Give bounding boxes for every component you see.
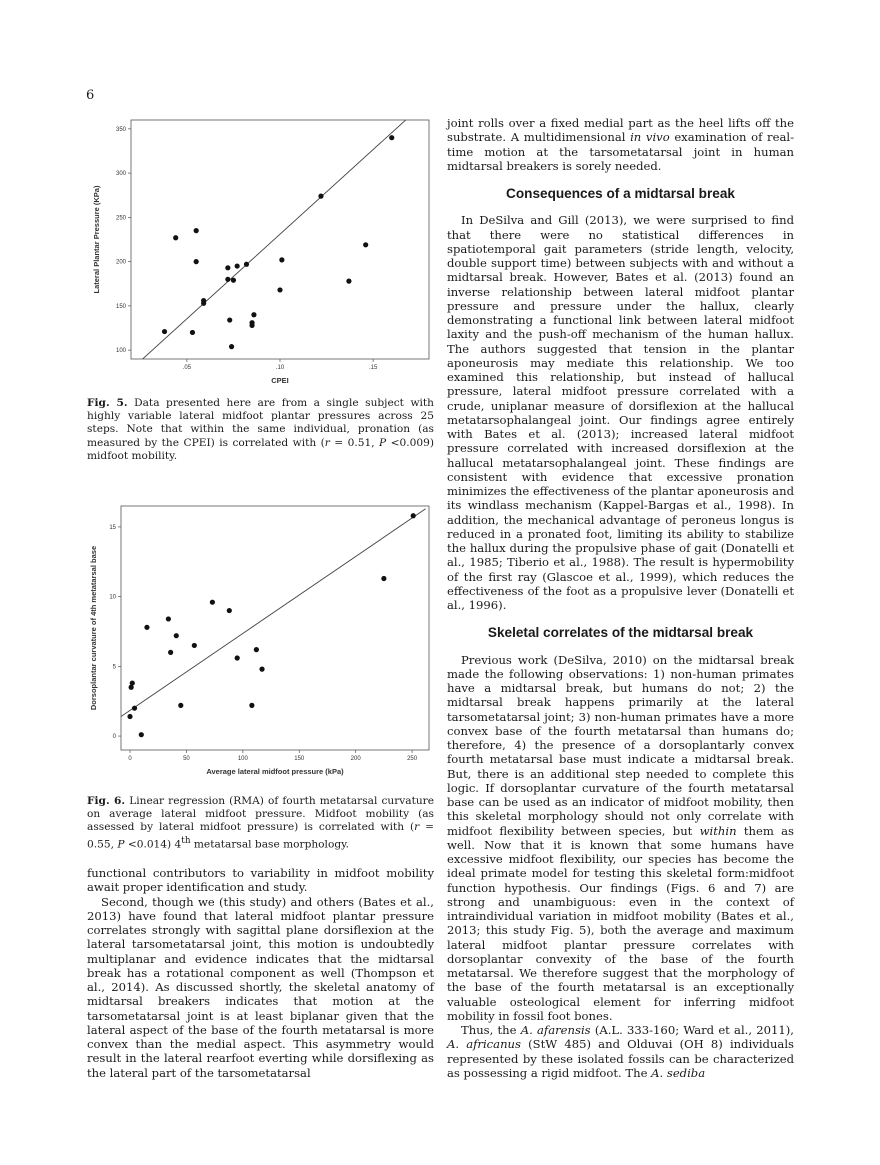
data-point — [279, 257, 284, 262]
figure-5-caption: Fig. 5. Data presented here are from a single subject with highly variable lateral midfoot plantar pressures across 25 steps. Note that within the same individual, pronation (as measured by the CPEI) is correlated with (r = 0.51, P <0.009) midfoot mobility. — [87, 397, 435, 462]
data-point — [251, 312, 256, 317]
paragraph: Thus, the A. afarensis (A.L. 333-160; Ward et al., 2011), A. africanus (StW 485) and Olduvai (OH 8) individuals represented by these isolated fossils can be characterized as possessing a rigid midfoot. The A. sediba — [447, 1023, 794, 1080]
data-point — [210, 600, 215, 605]
data-point — [225, 277, 230, 282]
data-point — [178, 703, 183, 708]
x-tick-label: .05 — [182, 365, 192, 371]
y-tick-label: 200 — [115, 259, 126, 266]
section-heading-skeletal-correlates: Skeletal correlates of the midtarsal break — [487, 625, 754, 641]
data-point — [132, 706, 137, 711]
data-point — [389, 135, 394, 140]
data-point — [174, 633, 179, 638]
figure-6-label: Fig. 6. — [87, 795, 126, 807]
data-point — [318, 194, 323, 199]
left-column-text — [87, 866, 434, 1080]
x-tick-label: 150 — [294, 756, 305, 762]
figure-5 — [87, 116, 434, 391]
paragraph: joint rolls over a fixed medial part as the heel lifts off the substrate. A multidimensional in vivo examination of real-time motion at the tarsometatarsal joint in human midtarsal breakers is sorely needed. — [447, 116, 794, 173]
data-point — [411, 513, 416, 518]
section-heading-consequences: Consequences of a midtarsal break — [506, 186, 735, 201]
right-column-text — [447, 116, 794, 1080]
data-point — [201, 298, 206, 303]
data-point — [227, 317, 232, 322]
data-point — [194, 228, 199, 233]
data-point — [381, 576, 386, 581]
data-point — [229, 344, 234, 349]
data-point — [168, 650, 173, 655]
data-point — [235, 263, 240, 268]
y-tick-label: 10 — [109, 594, 116, 601]
figure-5-label: Fig. 5. — [87, 397, 128, 409]
data-point — [363, 242, 368, 247]
paragraph: Second, though we (this study) and others (Bates et al., 2013) have found that lateral midfoot plantar pressure correlates strongly with sagittal plane dorsiflexion at the lateral tarsometatarsal joint, this motion is undoubtedly multiplanar and evidence indicates that the midtarsal break has a rotational component as well (Thompson et al., 2014). As discussed shortly, the skeletal anatomy of midtarsal breakers indicates that motion at the tarsometatarsal joint is at least biplanar given that the lateral aspect of the base of the fourth metatarsal is more convex than the medial aspect. This asymmetry would result in the lateral rearfoot everting while dorsiflexing as the lateral part of the tarsometatarsal — [87, 894, 434, 1080]
y-tick-label: 15 — [109, 524, 116, 531]
y-tick-label: 300 — [115, 171, 126, 178]
data-point — [259, 667, 264, 672]
plot-frame — [121, 506, 429, 750]
data-point — [173, 235, 178, 240]
regression-line — [133, 116, 427, 368]
figure-6-scatter-plot — [87, 500, 434, 780]
x-tick-label: 0 — [128, 756, 132, 762]
x-axis-label: CPEI — [271, 376, 289, 385]
paragraph: Previous work (DeSilva, 2010) on the midtarsal break made the following observations: 1) non-human primates have a midtarsal break, but humans do not; 2) the midtarsal break happens primarily at the lateral tarsometatarsal joint; 3) non-human primates have a more convex base of the fourth metatarsal than humans do; therefore, 4) the presence of a dorsoplantarly convex fourth metatarsal base must indicate a midtarsal break. But, there is an additional step needed to complete this logic. If dorsoplantar curvature of the fourth metatarsal base can be used as an indicator of midfoot mobility, then this skeletal morphology should not only correlate with midfoot flexibility between species, but within them as well. Now that it is known that some humans have excessive midfoot flexibility, our species has become the ideal primate model for testing this skeletal form:midfoot function hypothesis. Our findings (Figs. 6 and 7) are strong and unambiguous: even in the context of intraindividual variation in midfoot mobility (Bates et al., 2013; this study Fig. 5), both the average and maximum lateral midfoot plantar pressure correlates with dorsoplantar convexity of the base of the fourth metatarsal. We therefore suggest that the morphology of the base of the fourth metatarsal is an exceptionally valuable osteological element for inferring midfoot mobility in fossil foot bones. — [447, 652, 794, 1023]
y-tick-label: 350 — [115, 126, 126, 133]
figure-6 — [87, 500, 434, 780]
data-point — [127, 714, 132, 719]
data-point — [231, 278, 236, 283]
data-point — [227, 608, 232, 613]
data-point — [225, 265, 230, 270]
y-axis-label: Dorsoplantar curvature of 4th metatarsal base — [89, 545, 98, 711]
data-point — [194, 259, 199, 264]
x-axis-label: Average lateral midfoot pressure (kPa) — [206, 767, 344, 776]
x-tick-label: 200 — [350, 756, 361, 762]
paragraph: functional contributors to variability in midfoot mobility await proper identification and study. — [87, 866, 434, 895]
data-point — [249, 703, 254, 708]
y-tick-label: 5 — [112, 664, 116, 671]
x-tick-label: .10 — [275, 365, 285, 371]
x-tick-label: .15 — [368, 365, 378, 371]
figure-5-scatter-plot — [87, 116, 434, 391]
y-tick-label: 250 — [115, 215, 126, 222]
page-number: 6 — [86, 88, 95, 103]
data-point — [192, 643, 197, 648]
data-point — [249, 323, 254, 328]
y-axis-label: Lateral Plantar Pressure (KPa) — [92, 185, 101, 294]
x-tick-label: 50 — [183, 756, 190, 762]
y-tick-label: 150 — [115, 303, 126, 310]
data-point — [346, 279, 351, 284]
data-point — [139, 732, 144, 737]
data-point — [277, 287, 282, 292]
data-point — [144, 625, 149, 630]
x-tick-label: 250 — [407, 756, 418, 762]
y-tick-label: 0 — [112, 734, 116, 741]
figure-6-caption: Fig. 6. Linear regression (RMA) of fourth metatarsal curvature on average lateral midfoot pressure. Midfoot mobility (as assessed by lateral midfoot pressure) is correlated with (r = 0.55, P <0.014) 4th metatarsal base morphology. — [87, 795, 435, 851]
data-point — [235, 655, 240, 660]
paragraph: In DeSilva and Gill (2013), we were surprised to find that there were no statistical differences in spatiotemporal gait parameters (stride length, velocity, double support time) between subjects with and without a midtarsal break. However, Bates et al. (2013) found an inverse relationship between lateral midfoot plantar pressure and pressure under the hallux, clearly demonstrating a functional link between lateral midfoot laxity and the push-off mechanism of the human hallux. The authors suggested that tension in the plantar aponeurosis may mediate this relationship. We too examined this relationship, but instead of hallucal pressure, lateral midfoot pressure correlated with a crude, uniplanar measure of dorsiflexion at the hallucal metatarsophalangeal joint. Our findings agree entirely with Bates et al. (2013); increased lateral midfoot pressure correlated with increased dorsiflexion at the hallucal metatarsophalangeal joint. These findings are consistent with evidence that excessive pronation minimizes the effectiveness of the plantar aponeurosis and its windlass mechanism (Kappel-Bargas et al., 1998). In addition, the mechanical advantage of peroneus longus is reduced in a pronated foot, limiting its ability to stabilize the hallux during the propulsive phase of gait (Donatelli et al., 1985; Tiberio et al., 1988). The result is hypermobility of the first ray (Glascoe et al., 1999), which reduces the effectiveness of the foot as a propulsive lever (Donatelli et al., 1996). — [447, 213, 794, 612]
data-point — [162, 329, 167, 334]
y-tick-label: 100 — [115, 348, 126, 355]
data-point — [254, 647, 259, 652]
x-tick-label: 100 — [237, 756, 248, 762]
data-point — [130, 680, 135, 685]
data-point — [244, 262, 249, 267]
regression-line — [121, 509, 426, 717]
data-point — [190, 330, 195, 335]
data-point — [166, 616, 171, 621]
